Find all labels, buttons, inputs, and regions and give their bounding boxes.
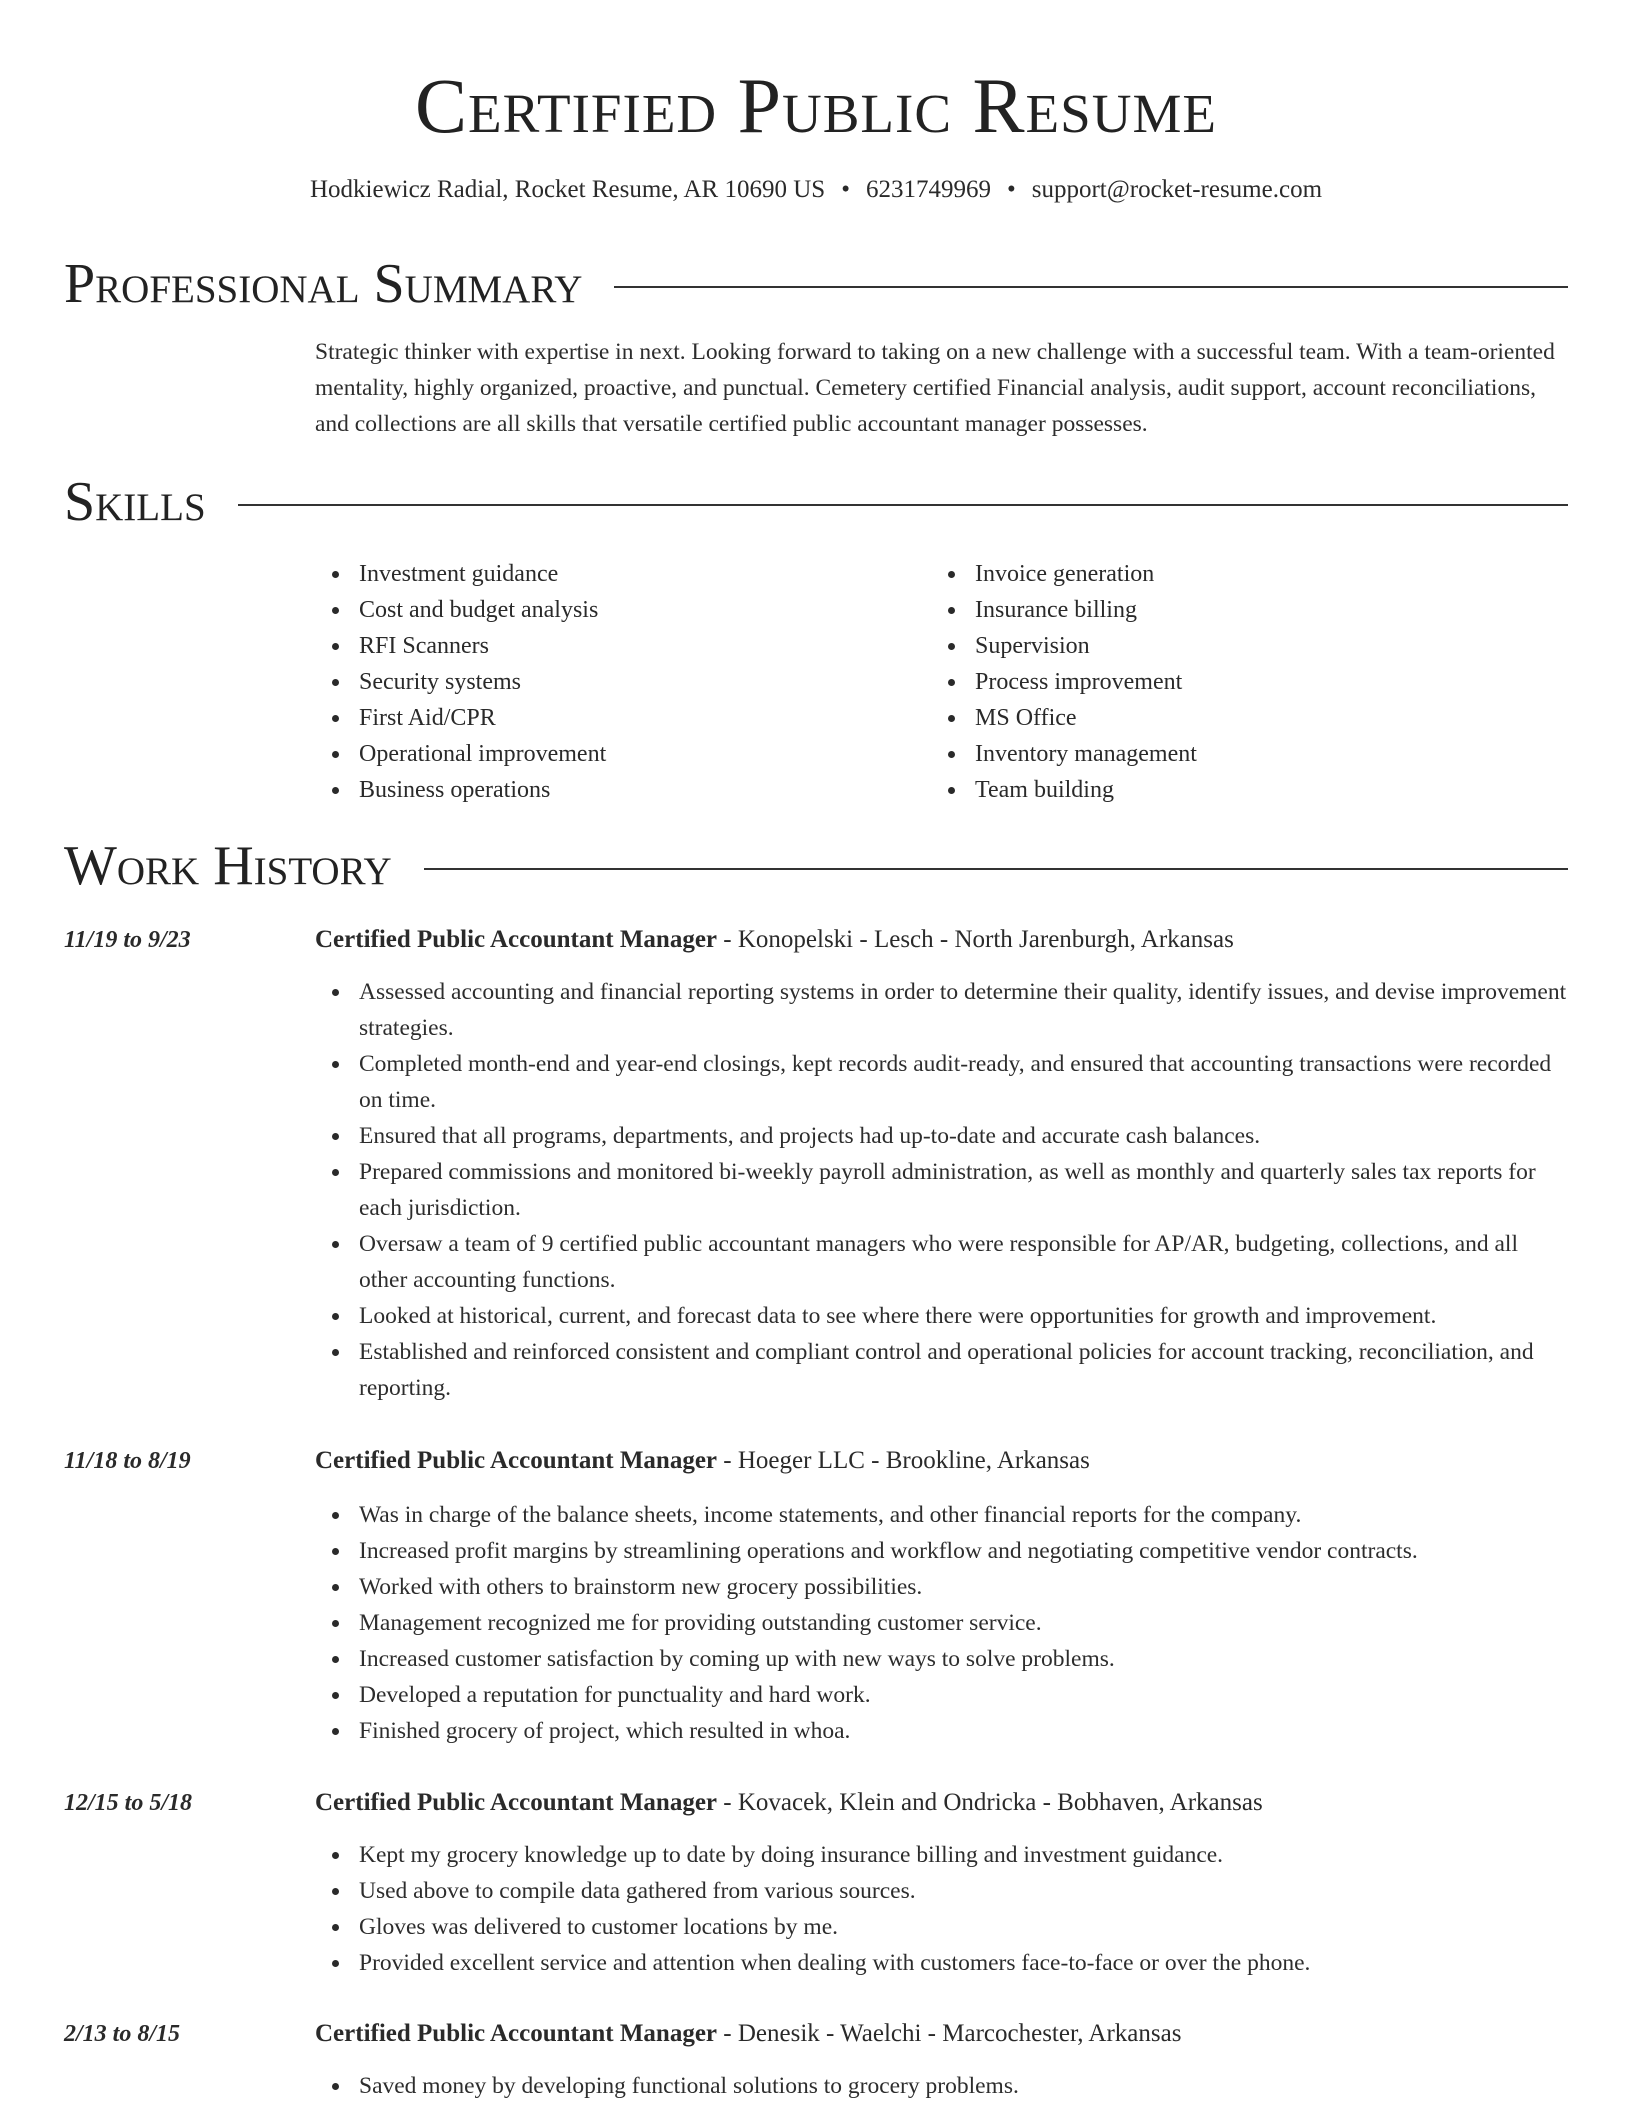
contact-separator: •	[841, 176, 850, 203]
job-details: - Konopelski - Lesch - North Jarenburgh, Arkansas	[717, 926, 1234, 953]
job-bullet: Oversaw a team of 9 certified public accountant managers who were responsible for AP/AR, budgeting, collections, and all other accounting functions.	[315, 1226, 1568, 1298]
job-dates: 11/18 to 8/19	[64, 1448, 191, 1474]
resume-page	[64, 0, 1568, 2099]
skill-item: Team building	[931, 772, 1197, 808]
contact-separator: •	[1006, 176, 1016, 203]
resume-name: Certified Public Resume	[415, 62, 1217, 149]
skill-item: Process improvement	[931, 664, 1197, 700]
section-divider	[424, 868, 1568, 870]
job-details: - Denesik - Waelchi - Marcochester, Arkansas	[717, 2020, 1182, 2047]
job-bullet: Assessed accounting and financial reporting systems in order to determine their quality, identify issues, and devise improvement strategies.	[315, 974, 1568, 1046]
skill-item: MS Office	[931, 700, 1197, 736]
job-bullet: Kept my grocery knowledge up to date by doing insurance billing and investment guidance.	[315, 1837, 1568, 1873]
job-bullet: Increased customer satisfaction by coming up with new ways to solve problems.	[315, 1641, 1568, 1677]
job-bullet-list	[315, 1837, 1568, 1981]
job-bullet: Gloves was delivered to customer locations by me.	[315, 1909, 1568, 1945]
job-heading	[315, 1443, 1090, 1479]
skill-item: Investment guidance	[315, 556, 606, 592]
contact-email: support@rocket-resume.com	[1031, 176, 1323, 203]
contact-phone: 6231749969	[865, 176, 991, 203]
job-dates: 2/13 to 8/15	[64, 2021, 181, 2047]
skill-item: RFI Scanners	[315, 628, 606, 664]
job-title: Certified Public Accountant Manager	[315, 1447, 718, 1474]
summary-text: Strategic thinker with expertise in next. Looking forward to taking on a new challenge with a successful team. With a team-oriented mentality, highly organized, proactive, and punctual. Cemetery certified Financial analysis, audit support, account reconciliations, and collections are all skills that versatile certified public accountant manager possesses.	[315, 339, 1555, 437]
job-bullet: Ensured that all programs, departments, and projects had up-to-date and accurate cash balances.	[315, 1118, 1568, 1154]
summary-section-header	[64, 254, 1568, 314]
job-heading	[315, 2016, 1181, 2052]
skills-section-header	[64, 472, 1568, 532]
job-bullet: Worked with others to brainstorm new grocery possibilities.	[315, 1569, 1568, 1605]
work-heading: Work History	[64, 835, 392, 897]
skill-item: Security systems	[315, 664, 606, 700]
skills-list-left	[315, 556, 606, 808]
section-divider	[614, 286, 1568, 288]
job-bullet-list	[315, 974, 1568, 1406]
skill-item: Operational improvement	[315, 736, 606, 772]
job-bullet: Finished grocery of project, which resulted in whoa.	[315, 1713, 1568, 1749]
work-section-header	[64, 836, 1568, 896]
job-bullet: Provided excellent service and attention when dealing with customers face-to-face or over the phone.	[315, 1945, 1568, 1981]
job-heading	[315, 922, 1234, 958]
job-bullet-list	[315, 2068, 1568, 2104]
skill-item: Business operations	[315, 772, 606, 808]
skill-item: Cost and budget analysis	[315, 592, 606, 628]
section-divider	[238, 504, 1568, 506]
skill-item: Supervision	[931, 628, 1197, 664]
skill-item: Invoice generation	[931, 556, 1197, 592]
skill-item: Insurance billing	[931, 592, 1197, 628]
contact-address: Hodkiewicz Radial, Rocket Resume, AR 10690 US	[309, 176, 826, 203]
job-title: Certified Public Accountant Manager	[315, 2020, 718, 2047]
job-title: Certified Public Accountant Manager	[315, 1789, 718, 1816]
job-bullet: Used above to compile data gathered from various sources.	[315, 1873, 1568, 1909]
job-bullet: Established and reinforced consistent and compliant control and operational policies for account tracking, reconciliation, and reporting.	[315, 1334, 1568, 1406]
job-details: - Kovacek, Klein and Ondricka - Bobhaven, Arkansas	[717, 1789, 1263, 1816]
contact-line	[64, 174, 1568, 206]
job-dates: 12/15 to 5/18	[64, 1790, 193, 1816]
skills-list-right	[931, 556, 1197, 808]
job-bullet: Prepared commissions and monitored bi-weekly payroll administration, as well as monthly and quarterly sales tax reports for each jurisdiction.	[315, 1154, 1568, 1226]
skill-item: First Aid/CPR	[315, 700, 606, 736]
job-bullet: Saved money by developing functional solutions to grocery problems.	[315, 2068, 1568, 2104]
job-heading	[315, 1785, 1263, 1821]
job-bullet: Was in charge of the balance sheets, income statements, and other financial reports for the company.	[315, 1497, 1568, 1533]
job-bullet: Management recognized me for providing outstanding customer service.	[315, 1605, 1568, 1641]
job-details: - Hoeger LLC - Brookline, Arkansas	[717, 1447, 1090, 1474]
job-bullet: Developed a reputation for punctuality and hard work.	[315, 1677, 1568, 1713]
skills-heading: Skills	[64, 471, 206, 533]
job-bullet: Looked at historical, current, and forecast data to see where there were opportunities for growth and improvement.	[315, 1298, 1568, 1334]
skill-item: Inventory management	[931, 736, 1197, 772]
job-bullet-list	[315, 1497, 1568, 1749]
job-bullet: Increased profit margins by streamlining operations and workflow and negotiating competitive vendor contracts.	[315, 1533, 1568, 1569]
summary-heading: Professional Summary	[64, 253, 583, 315]
job-dates: 11/19 to 9/23	[64, 927, 191, 953]
job-title: Certified Public Accountant Manager	[315, 926, 718, 953]
job-bullet: Completed month-end and year-end closings, kept records audit-ready, and ensured that accounting transactions were recorded on time.	[315, 1046, 1568, 1118]
